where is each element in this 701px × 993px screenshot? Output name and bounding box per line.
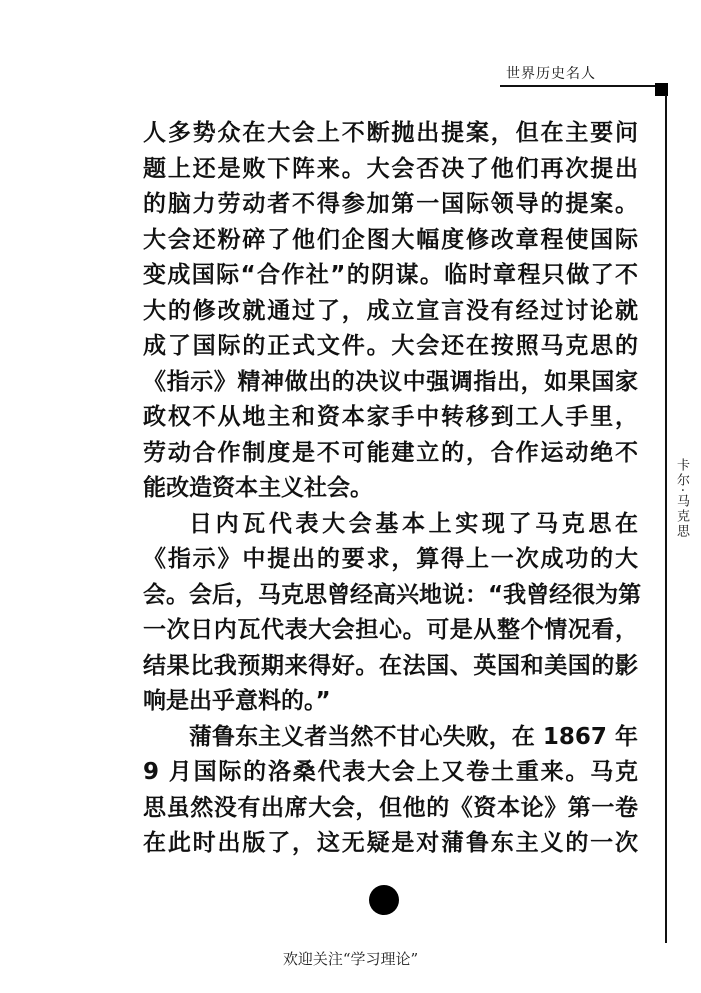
side-rule xyxy=(665,95,667,943)
running-header-title: 世界历史名人 xyxy=(506,66,596,82)
text-line: 日内瓦代表大会基本上实现了马克思在 xyxy=(189,510,638,537)
footer-note: 欢迎关注“学习理论” xyxy=(282,950,419,968)
text-line: 变成国际“合作社”的阴谋。临时章程只做了不 xyxy=(143,262,638,288)
text-line: 政权不从地主和资本家手中转移到工人手里， xyxy=(143,404,638,430)
body-text xyxy=(143,116,642,862)
text-line: 劳动合作制度是不可能建立的，合作运动绝不 xyxy=(143,439,638,466)
text-line: 《指示》中提出的要求，算得上一次成功的大 xyxy=(143,546,638,572)
text-line: 成了国际的正式文件。大会还在按照马克思的 xyxy=(143,333,638,359)
page-marker-dot xyxy=(369,885,399,915)
text-line: 在此时出版了，这无疑是对蒲鲁东主义的一次 xyxy=(143,830,638,856)
text-line: 响是出乎意料的。” xyxy=(143,688,331,714)
text-line: 会。会后，马克思曾经高兴地说：“我曾经很为第 xyxy=(143,581,642,608)
text-line: 思虽然没有出席大会，但他的《资本论》第一卷 xyxy=(143,794,638,821)
text-line: 大的修改就通过了，成立宣言没有经过讨论就 xyxy=(143,297,638,324)
text-line: 题上还是败下阵来。大会否决了他们再次提出 xyxy=(143,155,638,182)
text-line: 能改造资本主义社会。 xyxy=(143,475,373,501)
text-line: 大会还粉碎了他们企图大幅度修改章程使国际 xyxy=(143,226,638,253)
text-line: 蒲鲁东主义者当然不甘心失败，在 1867 年 xyxy=(189,723,638,750)
text-line: 9 月国际的洛桑代表大会上又卷土重来。马克 xyxy=(143,759,638,785)
text-line: 《指示》精神做出的决议中强调指出，如果国家 xyxy=(143,368,638,395)
text-line: 结果比我预期来得好。在法国、英国和美国的影 xyxy=(143,652,638,679)
text-line: 的脑力劳动者不得参加第一国际领导的提案。 xyxy=(143,191,638,217)
text-line: 人多势众在大会上不断抛出提案，但在主要问 xyxy=(143,120,638,146)
header-rule xyxy=(500,85,658,87)
text-line: 一次日内瓦代表大会担心。可是从整个情况看， xyxy=(143,617,638,643)
side-tab-label: 卡尔·马克思 xyxy=(674,458,689,540)
